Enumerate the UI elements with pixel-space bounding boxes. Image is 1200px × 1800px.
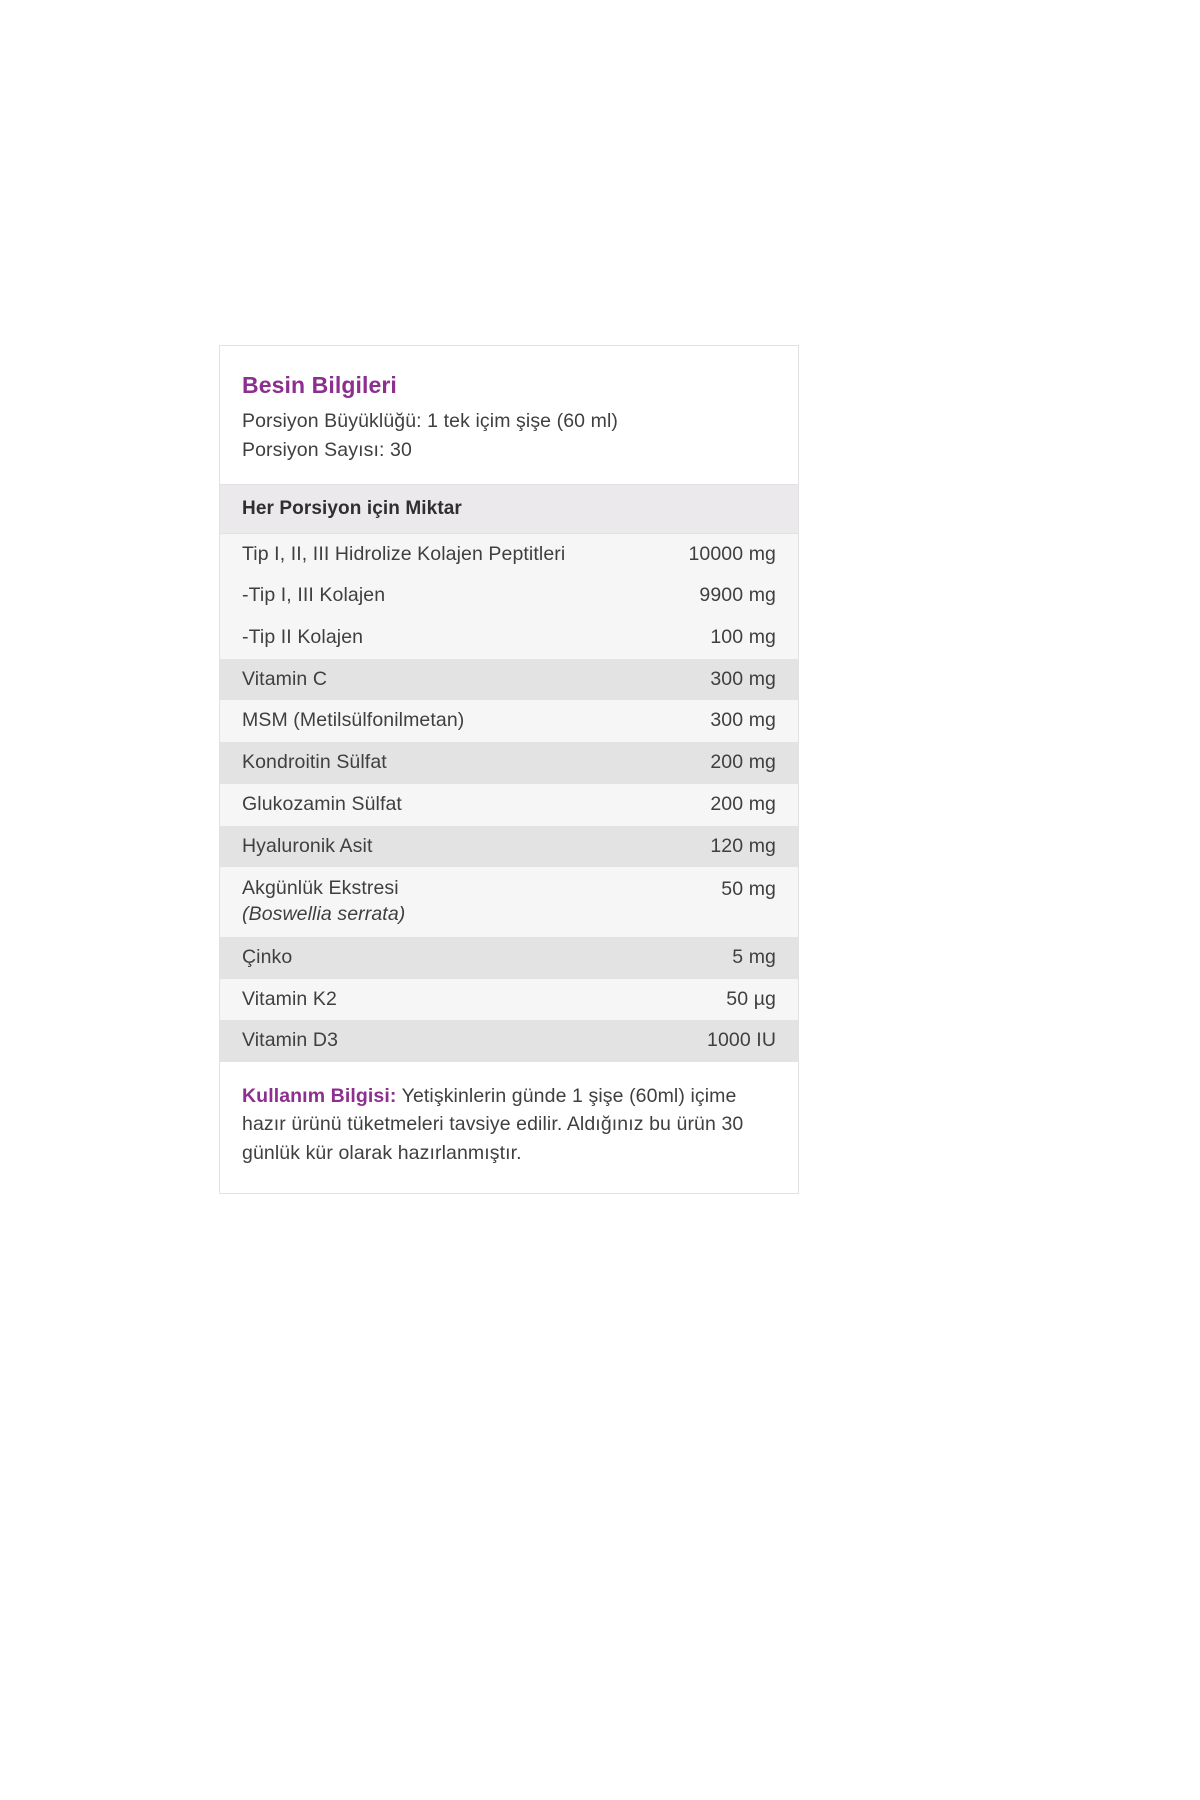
nutrition-facts-panel bbox=[219, 345, 799, 1194]
table-row bbox=[220, 1020, 798, 1062]
ingredient-amount: 100 mg bbox=[710, 625, 776, 648]
page-title: Besin Bilgileri bbox=[242, 372, 397, 398]
ingredient-amount: 200 mg bbox=[710, 792, 776, 815]
ingredient-amount: 1000 IU bbox=[707, 1029, 776, 1052]
table-row bbox=[220, 867, 798, 936]
table-row bbox=[220, 617, 798, 659]
ingredient-name: Çinko bbox=[242, 945, 293, 968]
amount-per-serving-header: Her Porsiyon için Miktar bbox=[220, 485, 798, 534]
ingredient-name bbox=[242, 876, 415, 927]
ingredient-amount: 5 mg bbox=[732, 945, 776, 968]
ingredient-name: Vitamin K2 bbox=[242, 987, 337, 1010]
ingredient-amount: 50 µg bbox=[726, 987, 776, 1010]
table-row bbox=[220, 700, 798, 742]
table-row bbox=[220, 937, 798, 979]
table-row bbox=[220, 979, 798, 1021]
ingredient-amount: 200 mg bbox=[710, 751, 776, 774]
serving-size-text: Porsiyon Büyüklüğü: 1 tek içim şişe (60 ml) bbox=[242, 410, 619, 432]
ingredient-name: MSM (Metilsülfonilmetan) bbox=[242, 709, 465, 732]
ingredient-amount: 300 mg bbox=[710, 709, 776, 732]
ingredient-name-latin: (Boswellia serrata) bbox=[242, 903, 406, 926]
table-row bbox=[220, 659, 798, 701]
usage-text: Yetişkinlerin günde 1 şişe (60ml) içime hazır ürünü tüketmeleri tavsiye edilir. Aldığınız bu ürün 30 günlük kür olarak hazırlanmıştır. bbox=[242, 1085, 744, 1164]
ingredient-amount: 120 mg bbox=[710, 834, 776, 857]
table-row bbox=[220, 534, 798, 576]
ingredient-table bbox=[220, 534, 798, 1063]
panel-header bbox=[220, 346, 798, 485]
table-row bbox=[220, 784, 798, 826]
ingredient-name: Vitamin D3 bbox=[242, 1029, 339, 1052]
ingredient-name: Kondroitin Sülfat bbox=[242, 751, 387, 774]
ingredient-name-main: Akgünlük Ekstresi bbox=[242, 877, 399, 900]
ingredient-name: Tip I, II, III Hidrolize Kolajen Peptitleri bbox=[242, 542, 566, 565]
usage-information bbox=[220, 1062, 798, 1193]
ingredient-name: -Tip II Kolajen bbox=[242, 625, 364, 648]
ingredient-amount: 10000 mg bbox=[688, 542, 776, 565]
ingredient-amount: 9900 mg bbox=[699, 584, 776, 607]
ingredient-amount: 300 mg bbox=[710, 667, 776, 690]
table-row bbox=[220, 742, 798, 784]
usage-label: Kullanım Bilgisi: bbox=[242, 1085, 397, 1108]
table-row bbox=[220, 575, 798, 617]
serving-count-text: Porsiyon Sayısı: 30 bbox=[242, 439, 412, 462]
ingredient-amount: 50 mg bbox=[721, 878, 776, 901]
table-row bbox=[220, 826, 798, 868]
ingredient-name: Hyaluronik Asit bbox=[242, 834, 373, 857]
ingredient-name: Glukozamin Sülfat bbox=[242, 792, 402, 815]
ingredient-name: -Tip I, III Kolajen bbox=[242, 584, 386, 607]
ingredient-name: Vitamin C bbox=[242, 667, 328, 690]
